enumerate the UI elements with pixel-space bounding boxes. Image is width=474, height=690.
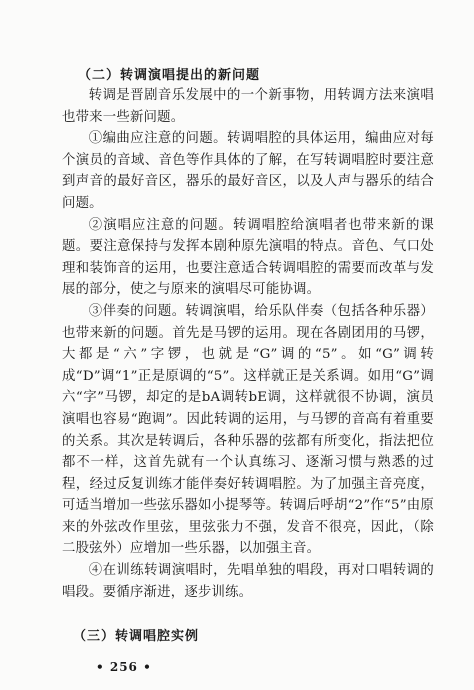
subsection-heading: （三）转调唱腔实例 — [73, 629, 200, 644]
paragraph-training: ④在训练转调演唱时，先唱单独的唱段，再对口唱转调的唱段。要循序渐进，逐步训练。 — [62, 563, 434, 600]
paragraph-singing: ②演唱应注意的问题。转调唱腔给演唱者也带来新的课题。要注意保持与发挥本剧种原先演唱的特点。音色、气口处理和装饰音的运用，也要注意适合转调唱腔的需要而改革与发展的部分，使之与原来的演唱尽可能协调。 — [62, 217, 434, 298]
paragraph-composition: ①编曲应注意的问题。转调唱腔的具体运用，编曲应对每个演员的音域、音色等作具体的了解，在写转调唱腔时要注意到声音的最好音区，器乐的最好音区，以及人声与器乐的结合问题。 — [62, 131, 434, 211]
body-text — [62, 85, 434, 603]
page-number: • 256 • — [96, 660, 152, 674]
paragraph-intro: 转调是晋剧音乐发展中的一个新事物，用转调方法来演唱也带来一些新问题。 — [62, 88, 434, 125]
paragraph-accompaniment: ③伴奏的问题。转调演唱，给乐队伴奏（包括各种乐器）也带来新的问题。首先是马锣的运用。现在各剧团用的马锣，大都是“六”字锣，也就是“G”调的“5”。如“G”调转成“D”调“1”正是原调的“5”。这样就正是关系调。如用“G”调六“字”马锣，却定的是bA调转bE调，这样就很不协调，演员演唱也容易“跑调”。因此转调的运用，与马锣的音高有着重要的关系。其次是转调后，各种乐器的弦都有所变化，指法把位都不一样，这首先就有一个认真练习、逐渐习惯与熟悉的过程，经过反复训练才能伴奏好转调唱腔。为了加强主音亮度，可适当增加一些弦乐器如小提琴等。转调后呼胡“2”作“5”由原来的外弦改作里弦，里弦张力不强，发音不很亮，因此，（除二股弦外）应增加一些乐器，以加强主音。 — [62, 303, 434, 557]
section-heading: （二）转调演唱提出的新问题 — [78, 68, 261, 83]
